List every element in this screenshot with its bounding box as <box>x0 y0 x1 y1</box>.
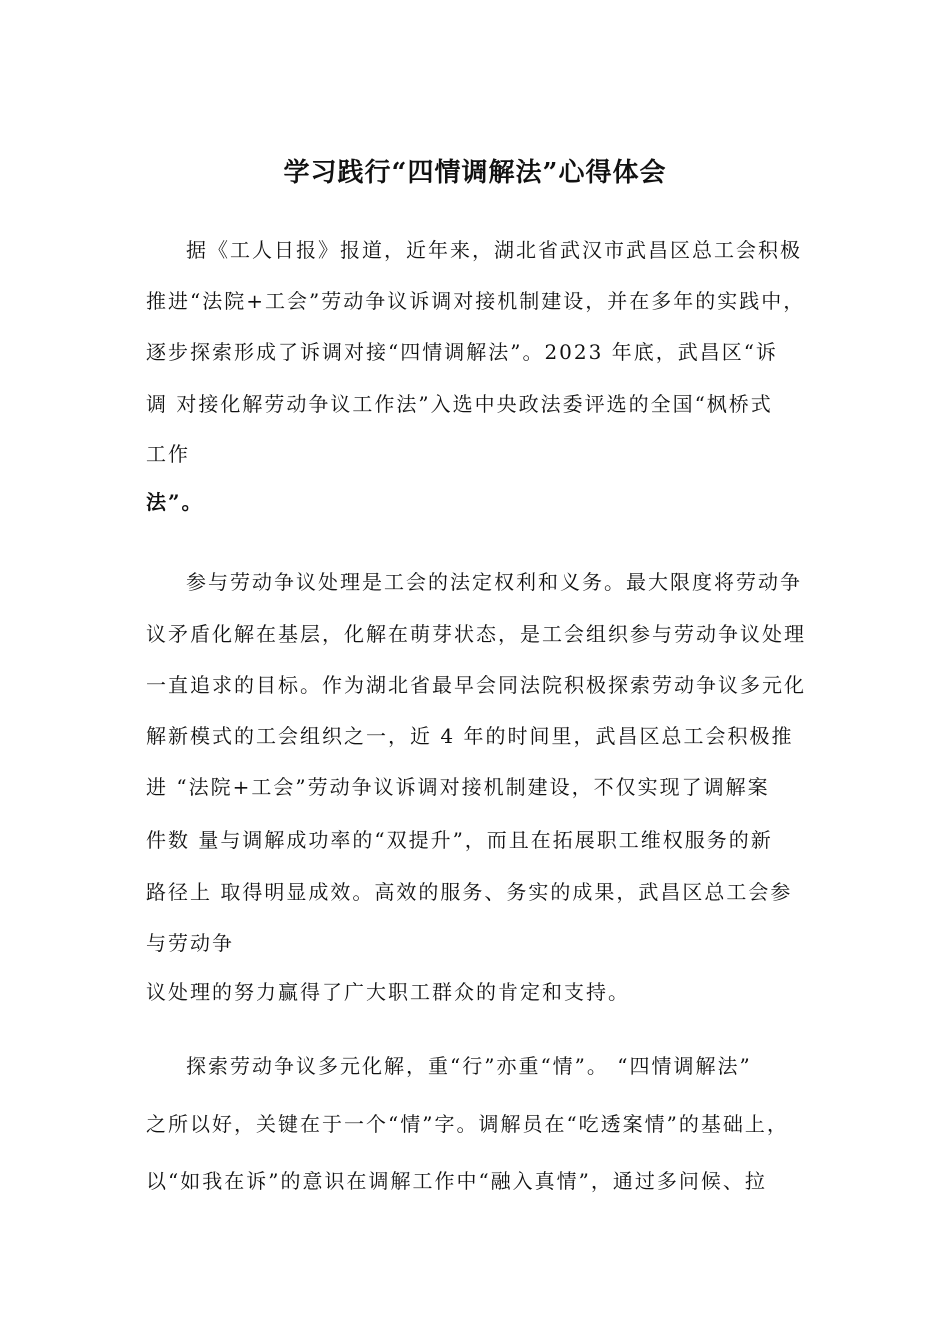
paragraph-2-line-9: 议处理的努力赢得了广大职工群众的肯定和支持。 <box>146 980 630 1004</box>
paragraph-2-line-1: 参与劳动争议处理是工会的法定权利和义务。最大限度将劳动争 <box>186 570 802 594</box>
paragraph-2-line-6: 件数 量与调解成功率的“双提升”，而且在拓展职工维权服务的新 <box>146 828 773 852</box>
paragraph-3-line-3: 以“如我在诉”的意识在调解工作中“融入真情”，通过多问候、拉 <box>146 1169 767 1193</box>
paragraph-1-line-1: 据《工人日报》报道，近年来，湖北省武汉市武昌区总工会积极 <box>186 238 802 262</box>
paragraph-3-line-2: 之所以好，关键在于一个“情”字。调解员在“吃透案情”的基础上， <box>146 1112 789 1136</box>
paragraph-2-line-8: 与劳动争 <box>146 931 234 955</box>
paragraph-1-line-4: 调 对接化解劳动争议工作法”入选中央政法委评选的全国“枫桥式 <box>146 392 773 416</box>
paragraph-2-line-5: 进 “法院+工会”劳动争议诉调对接机制建设，不仅实现了调解案 <box>146 775 770 799</box>
paragraph-1-line-6: 法”。 <box>146 490 204 514</box>
paragraph-2-line-4: 解新模式的工会组织之一，近 4 年的时间里，武昌区总工会积极推 <box>146 724 794 748</box>
paragraph-2-line-2: 议矛盾化解在基层，化解在萌芽状态，是工会组织参与劳动争议处理 <box>146 622 806 646</box>
paragraph-1-line-3: 逐步探索形成了诉调对接“四情调解法”。2023 年底，武昌区“诉 <box>146 340 778 364</box>
document-title: 学习践行“四情调解法”心得体会 <box>283 158 667 188</box>
paragraph-2-line-3: 一直追求的目标。作为湖北省最早会同法院积极探索劳动争议多元化 <box>146 673 806 697</box>
paragraph-1-line-2: 推进“法院+工会”劳动争议诉调对接机制建设，并在多年的实践中， <box>146 289 806 313</box>
paragraph-1-line-5: 工作 <box>146 442 190 466</box>
paragraph-3-line-1: 探索劳动争议多元化解，重“行”亦重“情”。 “四情调解法” <box>186 1054 752 1078</box>
paragraph-2-line-7: 路径上 取得明显成效。高效的服务、务实的成果，武昌区总工会参 <box>146 880 793 904</box>
